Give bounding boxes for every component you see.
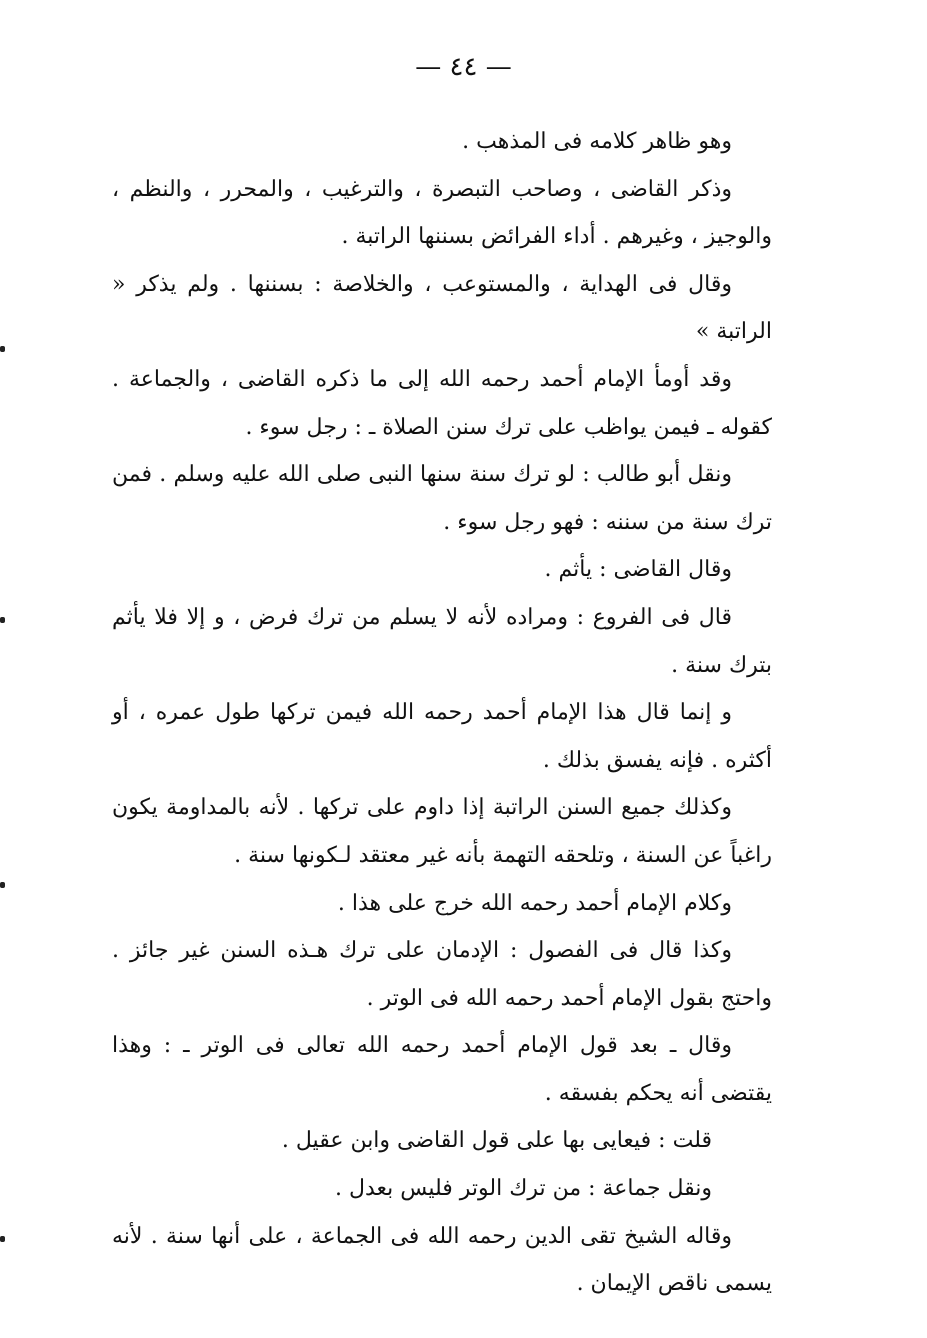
margin-mark [0, 882, 5, 888]
margin-mark [0, 346, 5, 352]
margin-mark [0, 617, 5, 623]
paragraph: وكذا قال فى الفصول : الإدمان على ترك هـذه السنن غير جائز . واحتج بقول الإمام أحمد رحمه الله فى الوتر . [112, 938, 772, 1011]
paragraph: وكذلك جميع السنن الراتبة إذا داوم على تركها . لأنه بالمداومة يكون راغباً عن السنة ، وتلحقه التهمة بأنه غير معتقد لـكونها سنة . [112, 795, 772, 868]
paragraph: وقال فى الهداية ، والمستوعب ، والخلاصة : بسننها . ولم يذكر « الراتبة » [112, 271, 772, 345]
paragraph: وقال ـ بعد قول الإمام أحمد رحمه الله تعالى فى الوتر ـ : وهذا يقتضى أنه يحكم بفسقه . [112, 1033, 772, 1106]
paragraph: ونقل جماعة : من ترك الوتر فليس بعدل . [335, 1176, 712, 1202]
margin-mark [0, 1236, 5, 1242]
paragraph: و إنما قال هذا الإمام أحمد رحمه الله فيمن تركها طول عمره ، أو أكثره . فإنه يفسق بذلك . [112, 700, 772, 773]
paragraph: وكلام الإمام أحمد رحمه الله خرج على هذا . [337, 890, 732, 916]
page-number: — ٤٤ — [415, 52, 512, 82]
paragraph: وقد أومأ الإمام أحمد رحمه الله إلى ما ذكره القاضى ، والجماعة . كقوله ـ فيمن يواظب على ترك سنن الصلاة ـ : رجل سوء . [112, 366, 772, 440]
paragraph: وقاله الشيخ تقى الدين رحمه الله فى الجماعة ، على أنها سنة . لأنه يسمى ناقص الإيمان . [112, 1223, 772, 1297]
page-body [112, 118, 772, 1308]
paragraph: وهو ظاهر كلامه فى المذهب . [462, 129, 732, 154]
paragraph: وقال القاضى : يأثم . [544, 557, 732, 583]
paragraph: قال فى الفروع : ومراده لأنه لا يسلم من ترك فرض ، و إلا فلا يأثم بترك سنة . [112, 604, 772, 678]
paragraph: ونقل أبو طالب : لو ترك سنة سنها النبى صلى الله عليه وسلم . فمن ترك سنة من سننه : فهو رجل سوء . [112, 462, 772, 535]
paragraph: وذكر القاضى ، وصاحب التبصرة ، والترغيب ، والمحرر ، والنظم ، والوجيز ، وغيرهم . أداء الفرائض بسننها الراتبة . [112, 176, 772, 250]
paragraph: قلت : فيعايى بها على قول القاضى وابن عقيل . [281, 1128, 712, 1154]
